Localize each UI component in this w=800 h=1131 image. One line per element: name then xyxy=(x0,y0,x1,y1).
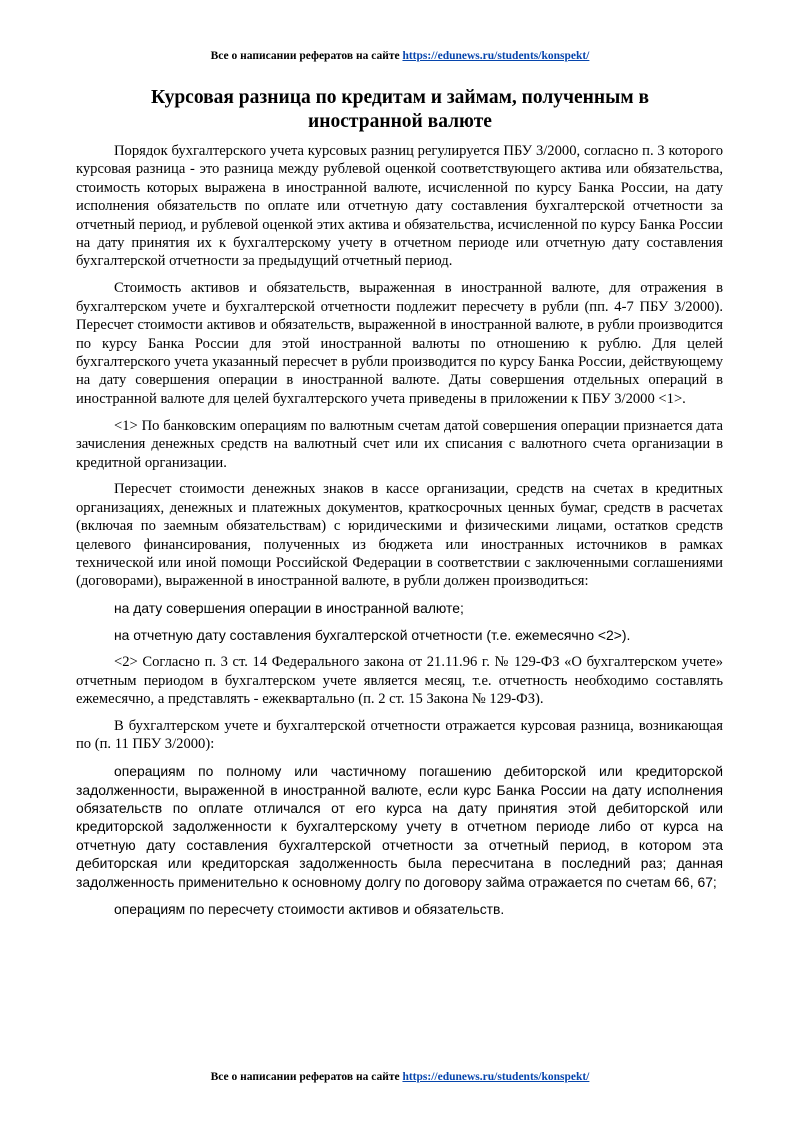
document-body xyxy=(76,142,723,926)
page-header-note xyxy=(0,49,800,63)
header-link[interactable]: https://edunews.ru/students/konspekt/ xyxy=(402,50,590,62)
list-item-4: операциям по пересчету стоимости активов и обязательств. xyxy=(114,900,505,917)
list-item-1: на дату совершения операции в иностранной валюте; xyxy=(114,600,464,617)
footnote-1: <1> По банковским операциям по валютным счетам датой совершения операции признается дата зачисления денежных средств на валютный счет или их списания с валютного счета организации в кредитной организации. xyxy=(76,417,723,471)
paragraph-3: Пересчет стоимости денежных знаков в кассе организации, средств на счетах в кредитных организациях, денежных и платежных документов, краткосрочных ценных бумаг, средств в расчетах (включая по заемным обязательствам) с юридическими и физическими лицами, остатков средств целевого финансирования, полученных из бюджета или иностранных источников в рамках технической или иной помощи Российской Федерации в соответствии с заключенными соглашениями (договорами), выраженной в иностранной валюте, в рубли должен производиться: xyxy=(76,481,723,590)
paragraph-2: Стоимость активов и обязательств, выраженная в иностранной валюте, для отражения в бухгалтерском учете и бухгалтерской отчетности подлежит пересчету в рубли (пп. 4-7 ПБУ 3/2000). Пересчет стоимости активов и обязательств, выраженной в иностранной валюте, в рубли производится по курсу Банка России для этой иностранной валюты по отношению к рублю. Для целей бухгалтерского учета указанный пересчет в рубли производится по курсу Банка России, действующему на дату совершения операции в иностранной валюте. Даты совершения отдельных операций в иностранной валюте для целей бухгалтерского учета приведены в приложении к ПБУ 3/2000 <1>. xyxy=(76,280,723,407)
footer-link[interactable]: https://edunews.ru/students/konspekt/ xyxy=(402,1071,590,1083)
list-item-2: на отчетную дату составления бухгалтерской отчетности (т.е. ежемесячно <2>). xyxy=(114,627,631,644)
paragraph-1: Порядок бухгалтерского учета курсовых разниц регулируется ПБУ 3/2000, согласно п. 3 которого курсовая разница - это разница между рублевой оценкой соответствующего актива или обязательства, стоимость которых выражена в иностранной валюте, исчисленной по курсу Банка России, на дату исполнения обязательств по оплате или отчетную дату составления бухгалтерской отчетности за отчетный период, и рублевой оценкой этих актива и обязательства, исчисленной по курсу Банка России на дату принятия их к бухгалтерскому учету в отчетном периоде или отчетную дату составления бухгалтерской отчетности за предыдущий отчетный период. xyxy=(76,143,723,270)
footer-prefix: Все о написании рефератов на сайте xyxy=(210,1071,403,1083)
list-item-3: операциям по полному или частичному погашению дебиторской или кредиторской задолженности, выраженной в иностранной валюте, если курс Банка России на дату исполнения обязательств по оплате отличался от его курса на дату принятия этой дебиторской или кредиторской задолженности к бухгалтерскому учету в отчетном периоде либо от курса на отчетную дату составления бухгалтерской отчетности за отчетный период, в котором эта дебиторская или кредиторская задолженность была пересчитана в последний раз; данная задолженность применительно к основному долгу по договору займа отражается по счетам 66, 67; xyxy=(76,763,723,890)
footnote-2: <2> Согласно п. 3 ст. 14 Федерального закона от 21.11.96 г. № 129-ФЗ «О бухгалтерском учете» отчетным периодом в бухгалтерском учете является месяц, т.е. отчетность необходимо составлять ежемесячно, а представлять - ежеквартально (п. 2 ст. 15 Закона № 129-ФЗ). xyxy=(76,654,723,707)
page-footer-note xyxy=(0,1070,800,1084)
header-prefix: Все о написании рефератов на сайте xyxy=(210,50,403,62)
document-title: Курсовая разница по кредитам и займам, полученным в иностранной валюте xyxy=(150,87,650,132)
paragraph-4: В бухгалтерском учете и бухгалтерской отчетности отражается курсовая разница, возникающая по (п. 11 ПБУ 3/2000): xyxy=(76,717,723,753)
